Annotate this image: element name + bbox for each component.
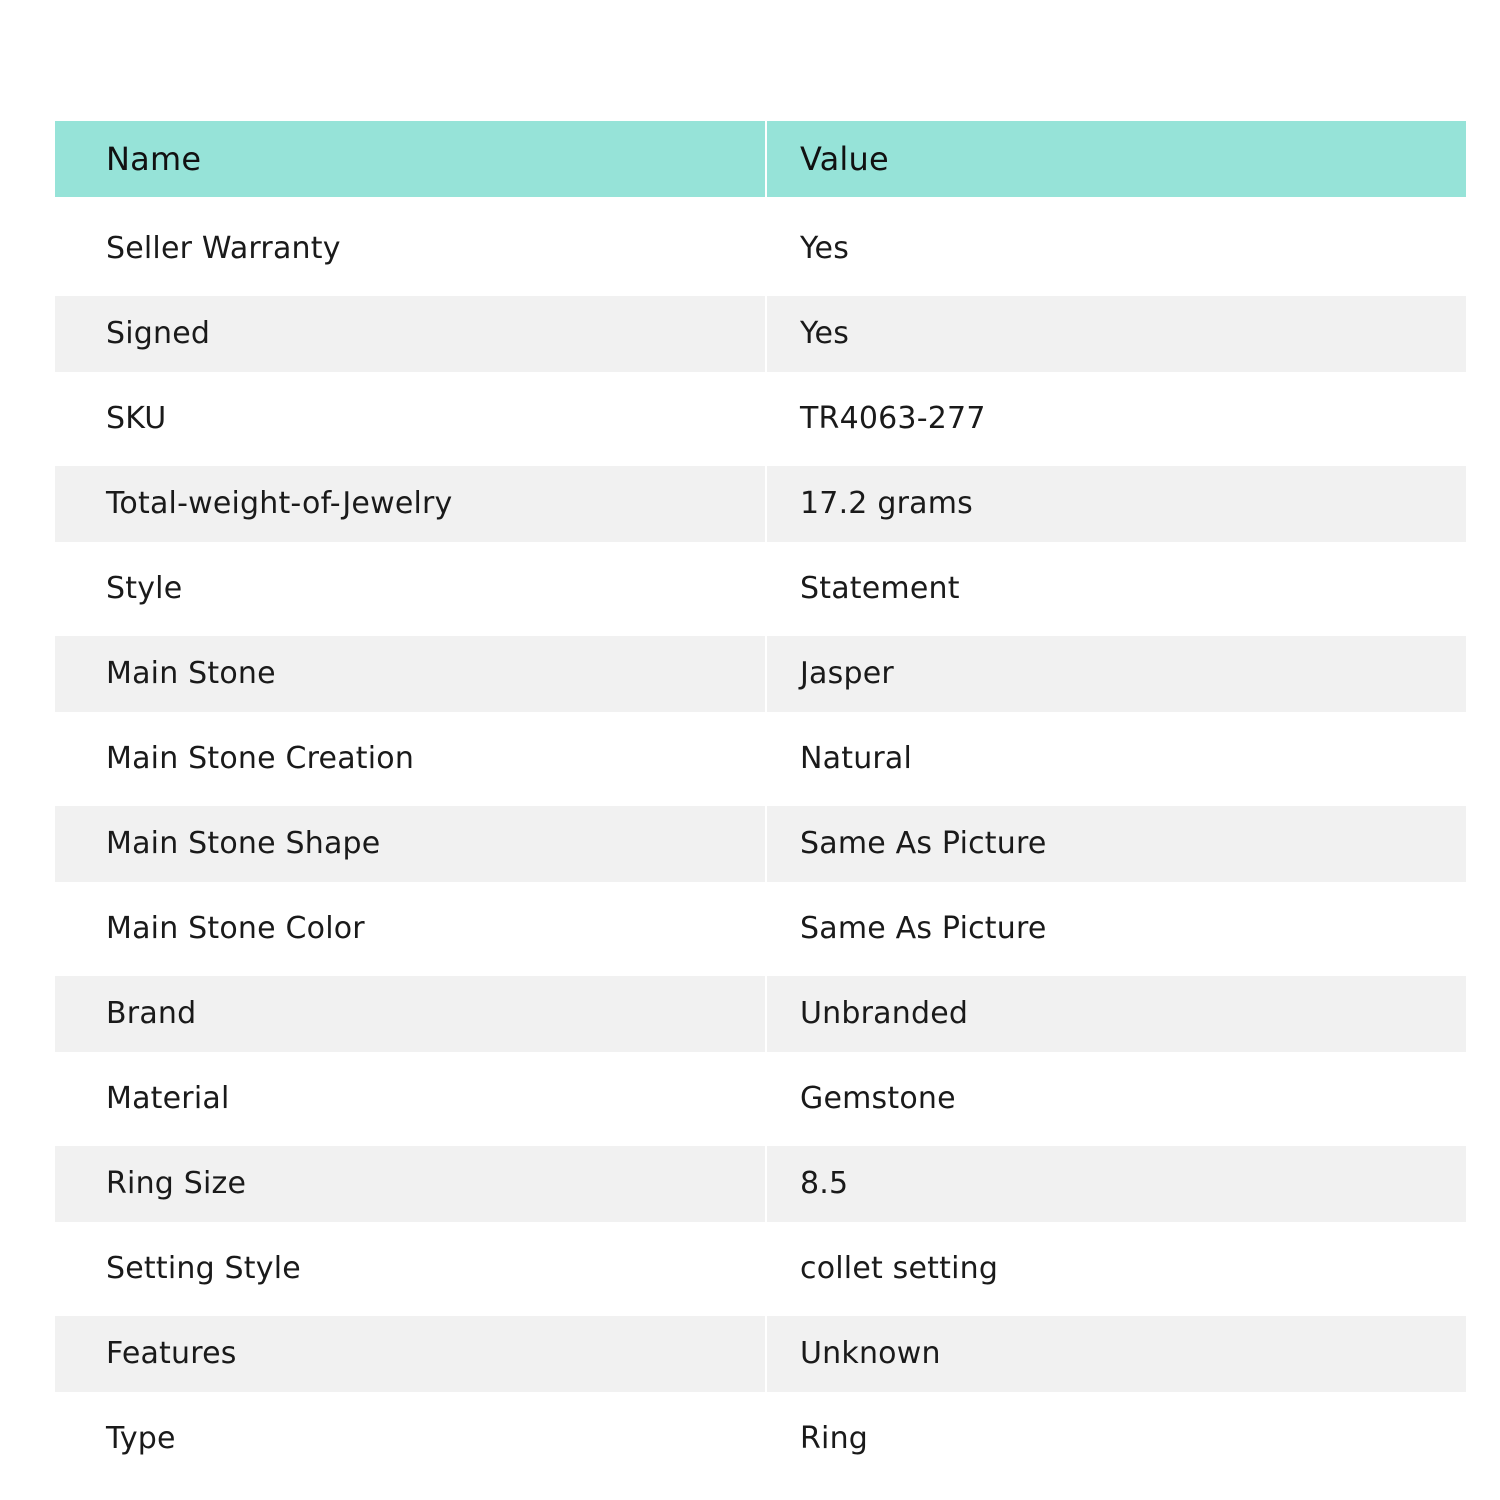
row-name: Total-weight-of-Jewelry (55, 466, 765, 542)
row-value: Yes (767, 296, 1466, 372)
row-name: Main Stone (55, 636, 765, 712)
row-value: Yes (800, 231, 850, 266)
row-value: Same As Picture (767, 806, 1466, 882)
row-name: Main Stone Creation (106, 741, 415, 776)
table-row (55, 716, 1466, 801)
row-name: Main Stone Shape (55, 806, 765, 882)
table-row (55, 1311, 1466, 1396)
table-row (55, 461, 1466, 546)
row-name: Seller Warranty (106, 231, 341, 266)
row-name: Setting Style (106, 1251, 301, 1286)
row-name: Main Stone Color (106, 911, 365, 946)
table-row (55, 1396, 1466, 1481)
row-value: Same As Picture (800, 911, 1047, 946)
row-name: Type (106, 1421, 176, 1456)
table-row (55, 206, 1466, 291)
table-row (55, 801, 1466, 886)
row-value: Statement (800, 571, 960, 606)
header-name: Name (55, 121, 765, 197)
table-row (55, 291, 1466, 376)
row-value: Jasper (767, 636, 1466, 712)
row-name: Ring Size (55, 1146, 765, 1222)
row-value: Unknown (767, 1316, 1466, 1392)
specifics-table (55, 121, 1466, 1481)
table-row (55, 631, 1466, 716)
table-row (55, 376, 1466, 461)
table-row (55, 1226, 1466, 1311)
row-name: Material (106, 1081, 230, 1116)
row-name: Brand (55, 976, 765, 1052)
row-value: collet setting (800, 1251, 999, 1286)
row-value: Gemstone (800, 1081, 956, 1116)
row-name: Style (106, 571, 183, 606)
table-row (55, 971, 1466, 1056)
row-value: Ring (800, 1421, 869, 1456)
row-value: Unbranded (767, 976, 1466, 1052)
table-row (55, 546, 1466, 631)
table-row (55, 886, 1466, 971)
row-name: SKU (106, 401, 167, 436)
row-value: TR4063-277 (800, 401, 986, 436)
table-row (55, 1141, 1466, 1226)
row-value: 17.2 grams (767, 466, 1466, 542)
row-name: Signed (55, 296, 765, 372)
table-header-row (55, 121, 1466, 197)
header-value: Value (767, 121, 1466, 197)
row-value: 8.5 (767, 1146, 1466, 1222)
table-row (55, 1056, 1466, 1141)
row-value: Natural (800, 741, 913, 776)
row-name: Features (55, 1316, 765, 1392)
